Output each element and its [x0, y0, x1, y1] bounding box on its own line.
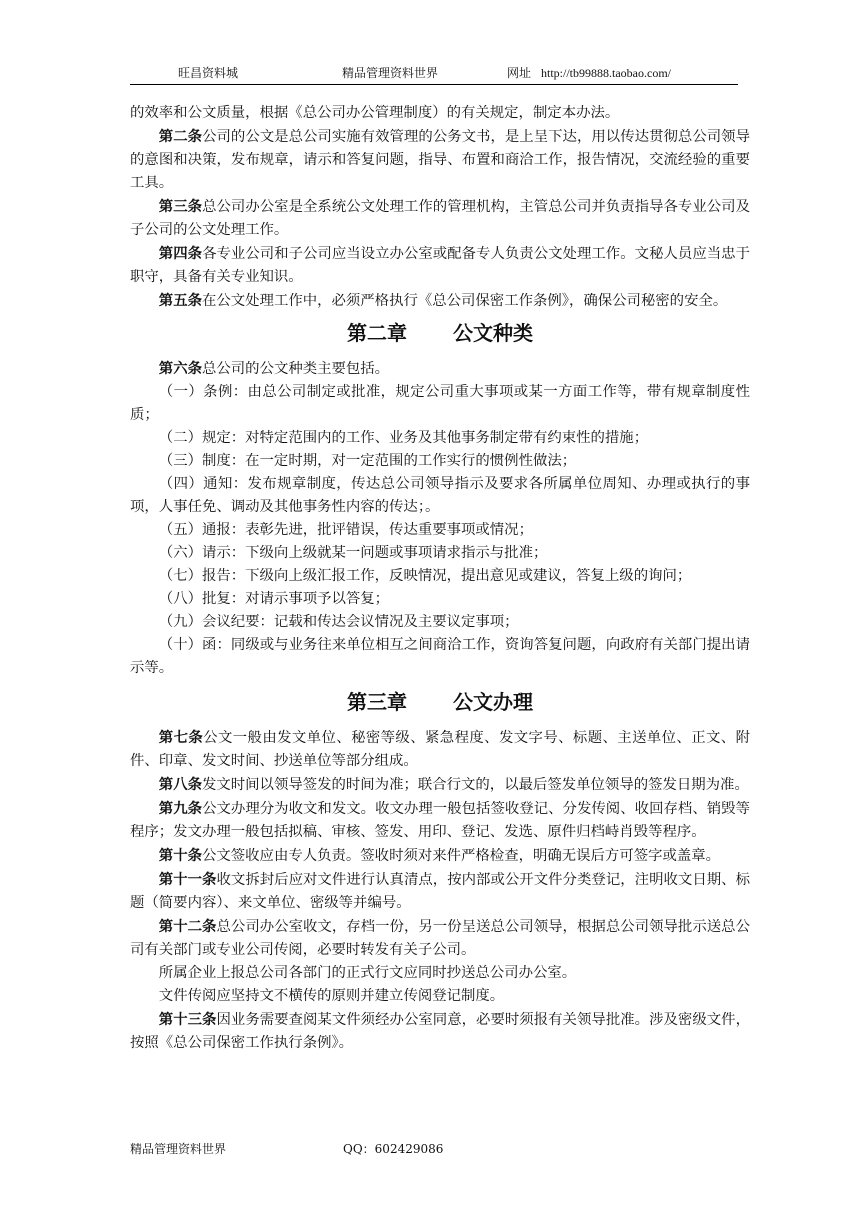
paragraph	[130, 195, 750, 242]
article-number: 第四条	[158, 245, 203, 262]
chapter-title: 公文种类	[453, 321, 533, 345]
paragraph-text: （五）通报：表彰先进，批评错误，传达重要事项或情况；	[158, 522, 533, 538]
paragraph-text: （七）报告：下级向上级汇报工作，反映情况，提出意见或建议，答复上级的询问；	[158, 568, 692, 584]
paragraph-text: 总公司办公室是全系统公文处理工作的管理机构，主管总公司并负责指导各专业公司及子公司的公文处理工作。	[130, 199, 750, 238]
header-shop-name: 旺昌资料城	[178, 66, 239, 80]
paragraph-text: 公文签收应由专人负责。签收时须对来件严格检查，明确无误后方可签字或盖章。	[201, 848, 721, 864]
paragraph-text: 总公司的公文种类主要包括。	[201, 361, 390, 377]
paragraph-text: 公文办理分为收文和发文。收文办理一般包括签收登记、分发传阅、收回存档、销毁等程序；发文办理一般包括拟稿、审核、签发、用印、登记、发选、原件归档峙肖毁等程序。	[130, 801, 750, 840]
article-number: 第七条	[158, 729, 204, 746]
paragraph-text: （六）请示：下级向上级就某一问题或事项请求指示与批准；	[158, 545, 548, 561]
document-body	[130, 102, 750, 1055]
section-general	[130, 102, 750, 313]
paragraph	[130, 289, 750, 313]
paragraph-text: （四）通知：发布规章制度，传达总公司领导指示及要求各所属单位周知、办理或执行的事项，人事任免、调动及其他事务性内容的传达；。	[130, 476, 750, 515]
paragraph	[130, 565, 750, 588]
paragraph	[130, 1008, 750, 1055]
paragraph-text: 公文一般由发文单位、秘密等级、紧急程度、发文字号、标题、主送单位、正文、附件、印章、发文时间、抄送单位等部分组成。	[130, 730, 750, 769]
article-number: 第十三条	[158, 1011, 217, 1028]
paragraph	[130, 797, 750, 844]
chapter-heading-3	[130, 688, 750, 716]
paragraph-text: （一）条例：由总公司制定或批准，规定公司重大事项或某一方面工作等，带有规章制度性质；	[130, 384, 750, 423]
paragraph	[130, 588, 750, 611]
header-url	[507, 64, 671, 82]
paragraph	[130, 962, 750, 985]
paragraph-text: （十）函：同级或与业务往来单位相互之间商洽工作，资询答复问题，向政府有关部门提出请示等。	[130, 637, 750, 676]
paragraph	[130, 519, 750, 542]
paragraph-text: 发文时间以领导签发的时间为准；联合行文的，以最后签发单位领导的签发日期为准。	[201, 777, 749, 793]
article-number: 第八条	[158, 776, 202, 793]
paragraph-text: （三）制度：在一定时期，对一定范围的工作实行的惯例性做法；	[158, 453, 577, 469]
paragraph-text: 在公文处理工作中，必须严格执行《总公司保密工作条例》，确保公司秘密的安全。	[201, 293, 728, 309]
paragraph-text: 所属企业上报总公司各部门的正式行文应同时抄送总公司办公室。	[158, 965, 577, 981]
paragraph-text: （九）会议纪要：记载和传达会议情况及主要议定事项；	[158, 614, 519, 630]
paragraph	[130, 542, 750, 565]
article-number: 第二条	[158, 128, 203, 145]
paragraph	[130, 450, 750, 473]
section-document-handling	[130, 726, 750, 1055]
paragraph	[130, 473, 750, 519]
article-number: 第六条	[158, 360, 202, 377]
paragraph	[130, 915, 750, 962]
article-number: 第五条	[158, 292, 202, 309]
paragraph-text: 总公司办公室收文，存档一份，另一份呈送总公司领导，根据总公司领导批示送总公司有关部门或专业公司传阅，必要时转发有关子公司。	[130, 919, 750, 958]
chapter-number: 第三章	[347, 690, 407, 714]
paragraph	[130, 357, 750, 381]
paragraph-text: 公司的公文是总公司实施有效管理的公务文书，是上呈下达，用以传达贯彻总公司领导的意图和决策，发布规章，请示和答复问题，指导、布置和商洽工作，报告情况，交流经验的重要工具。	[130, 129, 750, 191]
paragraph	[130, 102, 750, 125]
chapter-title: 公文办理	[453, 690, 533, 714]
section-document-types	[130, 357, 750, 680]
article-number: 第十二条	[158, 918, 217, 935]
paragraph	[130, 381, 750, 427]
page-header	[130, 62, 738, 85]
paragraph-text: 各专业公司和子公司应当设立办公室或配备专人负责公文处理工作。文秘人员应当忠于职守，具备有关专业知识。	[130, 246, 750, 285]
paragraph-text: （八）批复：对请示事项予以答复；	[158, 591, 390, 607]
chapter-heading-2	[130, 319, 750, 347]
paragraph	[130, 242, 750, 289]
footer-qq: QQ：602429086	[343, 1142, 444, 1156]
article-number: 第九条	[158, 800, 203, 817]
paragraph-text: 因业务需要查阅某文件须经办公室同意，必要时须报有关领导批准。涉及密级文件，按照《总公司保密工作执行条例》。	[130, 1012, 750, 1051]
paragraph	[130, 844, 750, 868]
paragraph	[130, 985, 750, 1008]
article-number: 第十条	[158, 847, 202, 864]
chapter-number: 第二章	[347, 321, 407, 345]
paragraph-text: （二）规定：对特定范围内的工作、业务及其他事务制定带有约束性的措施；	[158, 430, 649, 446]
paragraph-text: 文件传阅应坚持文不横传的原则并建立传阅登记制度。	[158, 988, 505, 1004]
footer-site-name: 精品管理资料世界	[130, 1142, 227, 1156]
header-url-link[interactable]: http://tb99888.taobao.com/	[541, 66, 671, 80]
paragraph	[130, 726, 750, 773]
paragraph	[130, 611, 750, 634]
paragraph	[130, 125, 750, 195]
article-number: 第十一条	[158, 871, 217, 888]
paragraph	[130, 427, 750, 450]
header-url-label: 网址	[507, 66, 532, 80]
article-number: 第三条	[158, 198, 203, 215]
paragraph	[130, 868, 750, 915]
paragraph-text: 的效率和公文质量，根据《总公司办公管理制度）的有关规定，制定本办法。	[130, 105, 620, 121]
paragraph-text: 收文拆封后应对文件进行认真清点，按内部或公开文件分类登记，注明收文日期、标题（简要内容）、来文单位、密级等并编号。	[130, 872, 750, 911]
paragraph	[130, 634, 750, 680]
paragraph	[130, 773, 750, 797]
header-site-name: 精品管理资料世界	[342, 66, 439, 80]
